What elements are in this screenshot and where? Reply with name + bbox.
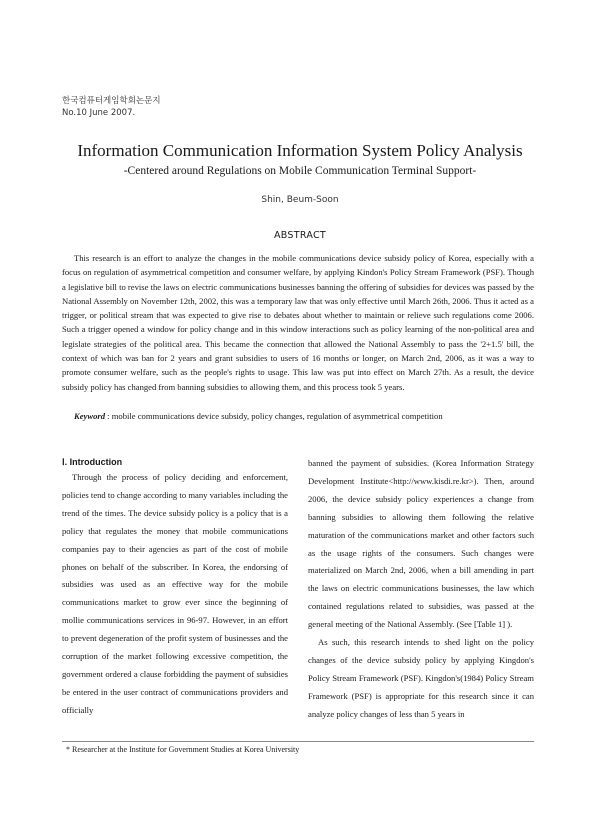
author-footnote: * Researcher at the Institute for Government Studies at Korea University xyxy=(66,745,300,754)
abstract-text: This research is an effort to analyze the changes in the mobile communications device subsidy policy of Korea, especially with a focus on regulation of asymmetrical competition and consumer welfare, by applying Kindon's Policy Stream Framework (PSF). Though a legislative bill to revise the laws on electric communications businesses banning the offering of subsidies for devices was passed by the National Assembly on November 12th, 2002, this was a temporary law that was only effective until March 26th, 2006. Thus it acted as a trigger, or political stream that was expected to give rise to debates about whether to maintain or relieve such regulations come 2006. Such a trigger opened a window for policy change and in this window interactions such as policy learning of the non-political area and legislate strategies of the political area. This became the connection that allowed the National Assembly to pass the '2+1.5' bill, the context of which was ban for 2 years and grant subsidies to users of 16 months or longer, on March 2nd, 2006, as it was a way to promote consumer welfare, such as the people's rights to usage. This law was put into effect on March 27th. As a result, the device subsidy policy has changed from banning subsidies to allowing them, and this process took 5 years. xyxy=(62,253,534,392)
author-name: Shin, Beum-Soon xyxy=(261,195,339,205)
paper-subtitle: -Centered around Regulations on Mobile Communication Terminal Support- xyxy=(123,165,477,177)
section-heading-introduction: Ⅰ. Introduction xyxy=(62,457,123,467)
journal-issue: No.10 June 2007. xyxy=(62,108,136,118)
intro-paragraph-right-2: As such, this research intends to shed light on the policy changes of the device subsidy policy by applying Kingdon's Policy Stream Framework (PSF). Kingdon's(1984) Policy Stream Framework (PSF) is appropriate for this research since it can analyze policy changes of less than 5 years in xyxy=(308,637,534,719)
journal-name: 한국컴퓨터게임학회논문지 xyxy=(62,96,161,106)
left-column xyxy=(62,455,288,720)
right-column xyxy=(308,455,534,724)
paper-title: Information Communication Information System Policy Analysis xyxy=(77,141,523,160)
footnote-divider xyxy=(62,741,534,742)
intro-paragraph-right-1: banned the payment of subsidies. (Korea Information Strategy Development Institute<http://www.kisdi.re.kr>). Then, around 2006, the device subsidy policy experiences a change from banning subsidies to allowing them following the relative maturation of the communications market and other factors such as the usage rights of the consumers. Such changes were materialized on March 2nd, 2006, when a bill amending in part the laws on electric communications businesses, the law which contained regulations related to subsidies, was passed at the general meeting of the National Assembly. (See [Table 1] ). xyxy=(308,458,534,630)
keyword-label: Keyword xyxy=(74,411,106,421)
keyword-line xyxy=(62,410,534,423)
intro-paragraph-left: Through the process of policy deciding and enforcement, policies tend to change according to many variables including the trend of the times. The device subsidy policy is a policy that is a policy that regulates the money that mobile communications companies pay to their agencies as part of the cost of mobile phones on behalf of the subscriber. In Korea, the endorsing of subsidies was used as an effective way for the mobile communications market to grow ever since the beginning of mollie communications services in 96-97. However, in an effort to prevent degeneration of the profit system of businesses and the corruption of the market following excessive competition, the government ordered a clause forbidding the payment of subsidies be entered in the user contract of communications providers and officially xyxy=(62,472,288,715)
journal-header xyxy=(62,95,161,119)
keyword-text: : mobile communications device subsidy, policy changes, regulation of asymmetrical competition xyxy=(105,411,443,421)
abstract-heading: ABSTRACT xyxy=(273,230,327,241)
